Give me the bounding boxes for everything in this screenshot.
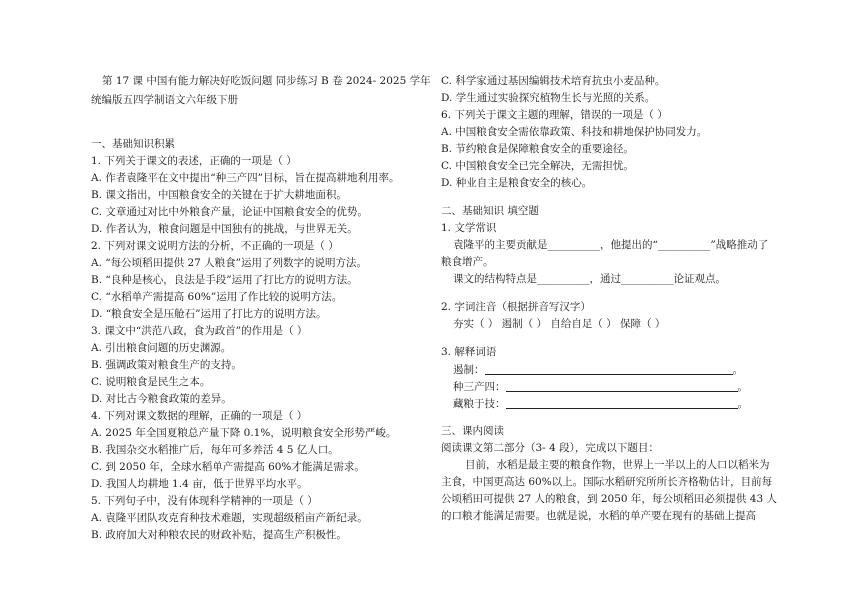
- line-text: C. 说明粮食是民生之本。: [91, 376, 211, 388]
- left-text-line: [91, 155, 297, 168]
- left-text-line: [91, 410, 307, 423]
- line-text: 一、基础知识积累: [91, 138, 175, 150]
- left-text-line: [91, 223, 358, 236]
- right-text-line: [441, 126, 707, 139]
- right-text-line: [453, 273, 726, 286]
- right-text-line: [441, 301, 591, 314]
- right-text-line: [465, 459, 770, 472]
- line-text: 种三产四：: [453, 381, 506, 393]
- line-end-punct: 。: [732, 364, 743, 376]
- line-text: 遏制：: [453, 364, 485, 376]
- left-text-line: [91, 512, 368, 525]
- line-text: 2. 字词注音（根据拼音写汉字）: [441, 301, 591, 313]
- right-text-line: [453, 363, 743, 377]
- line-text: 袁隆平的主要贡献是__________，他提出的“__________”战略推动了: [453, 239, 769, 251]
- right-text-line: [441, 160, 634, 173]
- left-text-line: [91, 461, 365, 474]
- right-text-line: [453, 380, 748, 394]
- line-text: 1. 下列关于课文的表述，正确的一项是（ ）: [91, 155, 297, 167]
- line-text: 4. 下列对课文数据的理解，正确的一项是（ ）: [91, 410, 308, 422]
- line-text: D. 对比古今粮食政策的差异。: [91, 393, 232, 405]
- line-text: 二、基础知识 填空题: [441, 205, 539, 217]
- line-text: 三、课内阅读: [441, 425, 504, 437]
- line-text: 5. 下列句子中，没有体现科学精神的一项是（ ）: [91, 495, 318, 507]
- left-text-line: [91, 189, 347, 202]
- line-text: 3. 解释词语: [441, 346, 497, 358]
- right-text-line: [441, 346, 496, 359]
- line-text: D. 我国人均耕地 1.4 亩，低于世界平均水平。: [91, 478, 308, 490]
- line-text: A. 中国粮食安全需依靠政策、科技和耕地保护协同发力。: [441, 126, 708, 138]
- line-text: 阅读课文第二部分（3- 4 段），完成以下题目：: [441, 442, 659, 454]
- line-text: 课文的结构特点是__________，通过__________论证观点。: [453, 273, 726, 285]
- line-text: B. 我国杂交水稻推广后，每年可多养活 4 5 亿人口。: [91, 444, 339, 456]
- line-text: 藏粮于技：: [453, 398, 506, 410]
- line-text: 统编版五四学制语文六年级下册: [91, 94, 238, 106]
- answer-blank[interactable]: [485, 363, 733, 375]
- right-text-line: [453, 239, 768, 252]
- line-text: C. 到 2050 年，全球水稻单产需提高 60%才能满足需求。: [91, 461, 365, 473]
- right-text-line: [441, 75, 665, 88]
- left-text-line: [91, 291, 342, 304]
- left-text-line: [91, 478, 308, 491]
- line-text: B. 课文指出，中国粮食安全的关键在于扩大耕地面积。: [91, 189, 347, 201]
- line-text: 目前，水稻是最主要的粮食作物，世界上一半以上的人口以稻米为: [465, 459, 770, 471]
- line-text: A. 袁隆平团队攻克育种技术难题，实现超级稻亩产新纪录。: [91, 512, 368, 524]
- right-text-line: [441, 510, 756, 523]
- left-text-line: [91, 308, 326, 321]
- right-text-line: [441, 493, 777, 506]
- line-text: C. 文章通过对比中外粮食产量，论证中国粮食安全的优势。: [91, 206, 368, 218]
- left-text-line: [91, 325, 307, 338]
- line-text: B. 政府加大对种粮农民的财政补贴，提高生产积极性。: [91, 529, 347, 541]
- right-text-line: [441, 442, 659, 455]
- line-text: A. 引出粮食问题的历史渊源。: [91, 342, 232, 354]
- answer-blank[interactable]: [506, 397, 738, 409]
- line-text: C. 中国粮食安全已完全解决，无需担忧。: [441, 160, 634, 172]
- line-text: A. 作者袁隆平在文中提出“种三产四”目标，旨在提高耕地利用率。: [91, 172, 400, 184]
- line-text: 1. 文学常识: [441, 222, 497, 234]
- line-text: 3. 课文中“洪范八政，食为政首”的作用是（ ）: [91, 325, 308, 337]
- left-text-line: [91, 359, 242, 372]
- line-text: 粮食增产。: [441, 256, 494, 268]
- left-text-line: [91, 257, 367, 270]
- right-text-line: [441, 177, 592, 190]
- answer-blank[interactable]: [506, 380, 738, 392]
- line-text: B. 强调政策对粮食生产的支持。: [91, 359, 242, 371]
- line-text: 公顷稻田可提供 27 人的粮食，到 2050 年，每公顷稻田必须提供 43 人: [441, 493, 777, 505]
- line-end-punct: 。: [737, 381, 748, 393]
- line-text: 2. 下列对课文说明方法的分析，不正确的一项是（ ）: [91, 240, 339, 252]
- left-text-line: [91, 274, 358, 287]
- line-text: B. “良种是核心，良法是手段”运用了打比方的说明方法。: [91, 274, 358, 286]
- left-text-line: [91, 172, 400, 185]
- right-text-line: [453, 318, 665, 331]
- line-text: 的口粮才能满足需要。也就是说，水稻的单产要在现有的基础上提高: [441, 510, 756, 522]
- line-text: C. 科学家通过基因编辑技术培育抗虫小麦品种。: [441, 75, 666, 87]
- left-text-line: [91, 240, 339, 253]
- right-text-line: [453, 397, 748, 411]
- left-text-line: [91, 444, 339, 457]
- right-text-line: [441, 425, 504, 438]
- left-text-line: [91, 94, 238, 107]
- line-text: D. “粮食安全是压舱石”运用了打比方的说明方法。: [91, 308, 327, 320]
- left-text-line: [91, 495, 318, 508]
- line-text: D. 种业自主是粮食安全的核心。: [441, 177, 593, 189]
- right-text-line: [441, 222, 496, 235]
- left-text-line: [91, 393, 232, 406]
- right-text-line: [441, 143, 634, 156]
- right-text-line: [441, 205, 539, 218]
- right-text-line: [441, 256, 494, 269]
- line-text: 第 17 课 中国有能力解决好吃饭问题 同步练习 B 卷 2024- 2025 学年: [102, 75, 431, 87]
- right-text-line: [441, 92, 655, 105]
- line-text: A. 2025 年全国夏粮总产量下降 0.1%，说明粮食安全形势严峻。: [91, 427, 397, 439]
- left-text-line: [91, 427, 396, 440]
- left-text-line: [91, 342, 231, 355]
- left-text-line: [91, 529, 347, 542]
- right-text-line: [441, 109, 668, 122]
- line-text: D. 作者认为，粮食问题是中国独有的挑战，与世界无关。: [91, 223, 358, 235]
- line-text: B. 节约粮食是保障粮食安全的重要途径。: [441, 143, 634, 155]
- line-text: 6. 下列关于课文主题的理解，错误的一项是（ ）: [441, 109, 668, 121]
- line-text: A. “每公顷稻田提供 27 人粮食”运用了列数字的说明方法。: [91, 257, 368, 269]
- line-text: 主食，中国更高达 60%以上。国际水稻研究所所长齐格勒估计，目前每: [441, 476, 773, 488]
- right-text-line: [441, 476, 772, 489]
- line-text: D. 学生通过实验探究植物生长与光照的关系。: [441, 92, 656, 104]
- left-text-line: [91, 138, 175, 151]
- left-text-line: [91, 376, 210, 389]
- line-text: 夯实（ ） 遏制（ ） 自给自足（ ） 保障（ ）: [453, 318, 666, 330]
- left-text-line: [102, 75, 431, 88]
- left-text-line: [91, 206, 368, 219]
- line-text: C. “水稻单产需提高 60%”运用了作比较的说明方法。: [91, 291, 343, 303]
- line-end-punct: 。: [737, 398, 748, 410]
